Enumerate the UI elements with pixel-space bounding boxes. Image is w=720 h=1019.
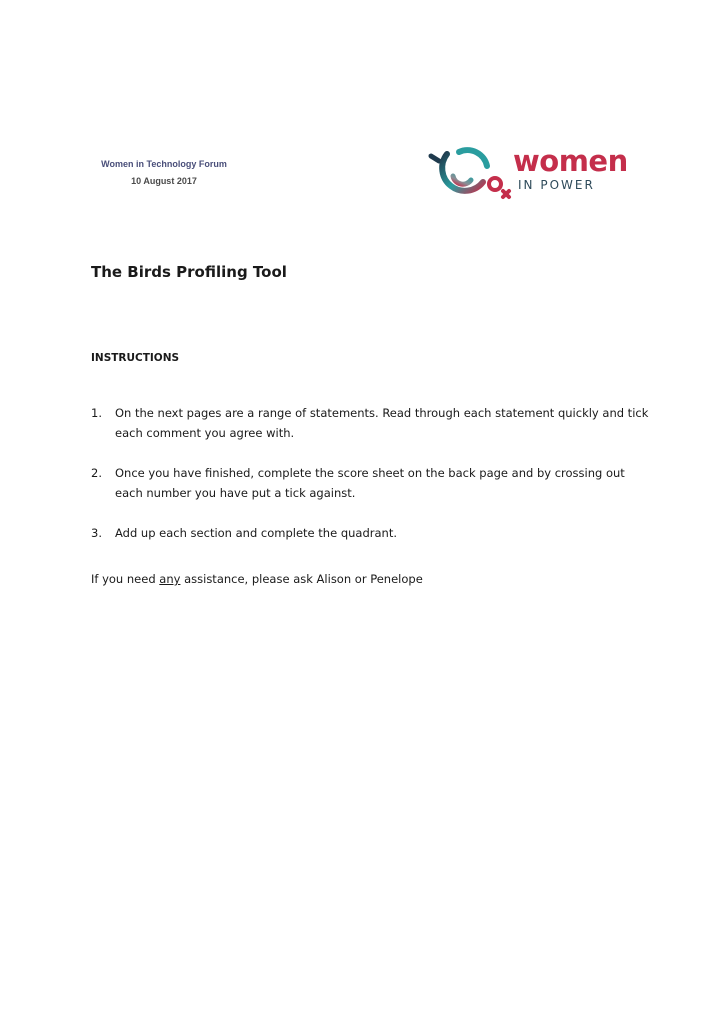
instructions-list xyxy=(91,403,651,563)
event-header xyxy=(84,156,244,190)
instruction-number: 2. xyxy=(91,466,102,480)
logo-mark-icon xyxy=(425,144,513,206)
event-name: Women in Technology Forum xyxy=(101,159,227,169)
help-text-before: If you need xyxy=(91,572,160,586)
logo-wordmark: women xyxy=(513,144,628,178)
instruction-text: Once you have finished, complete the score sheet on the back page and by crossing out each number you have put a tick against. xyxy=(115,466,625,500)
instruction-item xyxy=(91,523,651,543)
logo-subtitle: IN POWER xyxy=(518,178,595,192)
help-note xyxy=(91,569,423,589)
instruction-number: 3. xyxy=(91,526,102,540)
women-in-power-logo xyxy=(425,144,630,206)
help-emphasis: any xyxy=(159,572,181,586)
instruction-item xyxy=(91,463,651,503)
instruction-number: 1. xyxy=(91,406,102,420)
instruction-text: On the next pages are a range of statements. Read through each statement quickly and tick each comment you agree with. xyxy=(115,406,649,440)
instruction-item xyxy=(91,403,651,443)
help-text-after: assistance, please ask Alison or Penelope xyxy=(180,572,423,586)
instruction-text: Add up each section and complete the quadrant. xyxy=(115,526,397,540)
document-title: The Birds Profiling Tool xyxy=(91,263,287,281)
event-date: 10 August 2017 xyxy=(131,176,197,186)
instructions-heading: INSTRUCTIONS xyxy=(91,352,180,364)
